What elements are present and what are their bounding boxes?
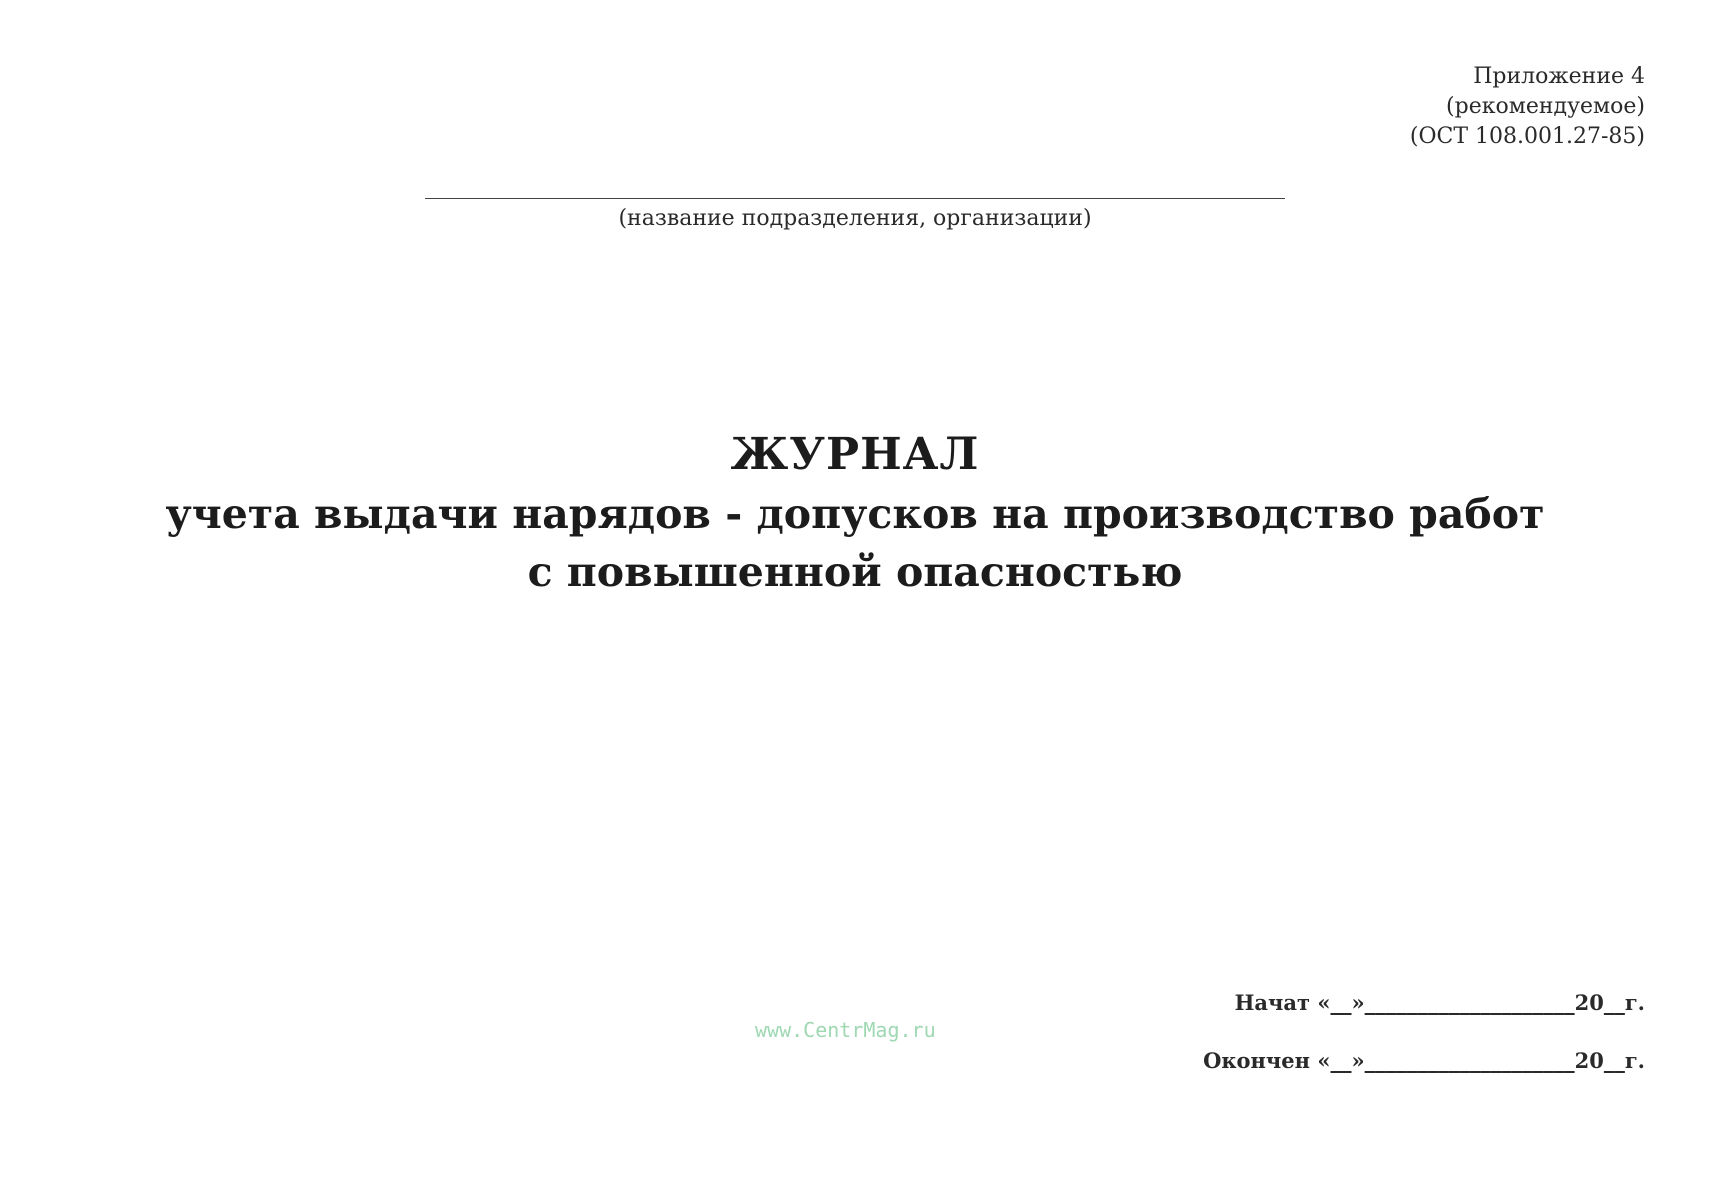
end-date-field: Окончен «__»____________________20__г. <box>1203 1048 1645 1073</box>
appendix-reference <box>1410 62 1645 152</box>
appendix-number: Приложение 4 <box>1473 64 1645 89</box>
title-subtitle-line1: учета выдачи нарядов - допусков на производство работ <box>165 490 1545 538</box>
title-main: ЖУРНАЛ <box>730 429 980 480</box>
title-subtitle-line2: с повышенной опасностью <box>527 548 1183 596</box>
appendix-status: (рекомендуемое) <box>1446 94 1645 119</box>
watermark: www.CentrMag.ru <box>755 1018 936 1042</box>
organization-caption: (название подразделения, организации) <box>618 206 1092 231</box>
journal-title <box>0 425 1710 601</box>
organization-name-line <box>425 198 1285 199</box>
appendix-standard: (ОСТ 108.001.27-85) <box>1409 124 1645 149</box>
start-date-field: Начат «__»____________________20__г. <box>1234 990 1645 1015</box>
